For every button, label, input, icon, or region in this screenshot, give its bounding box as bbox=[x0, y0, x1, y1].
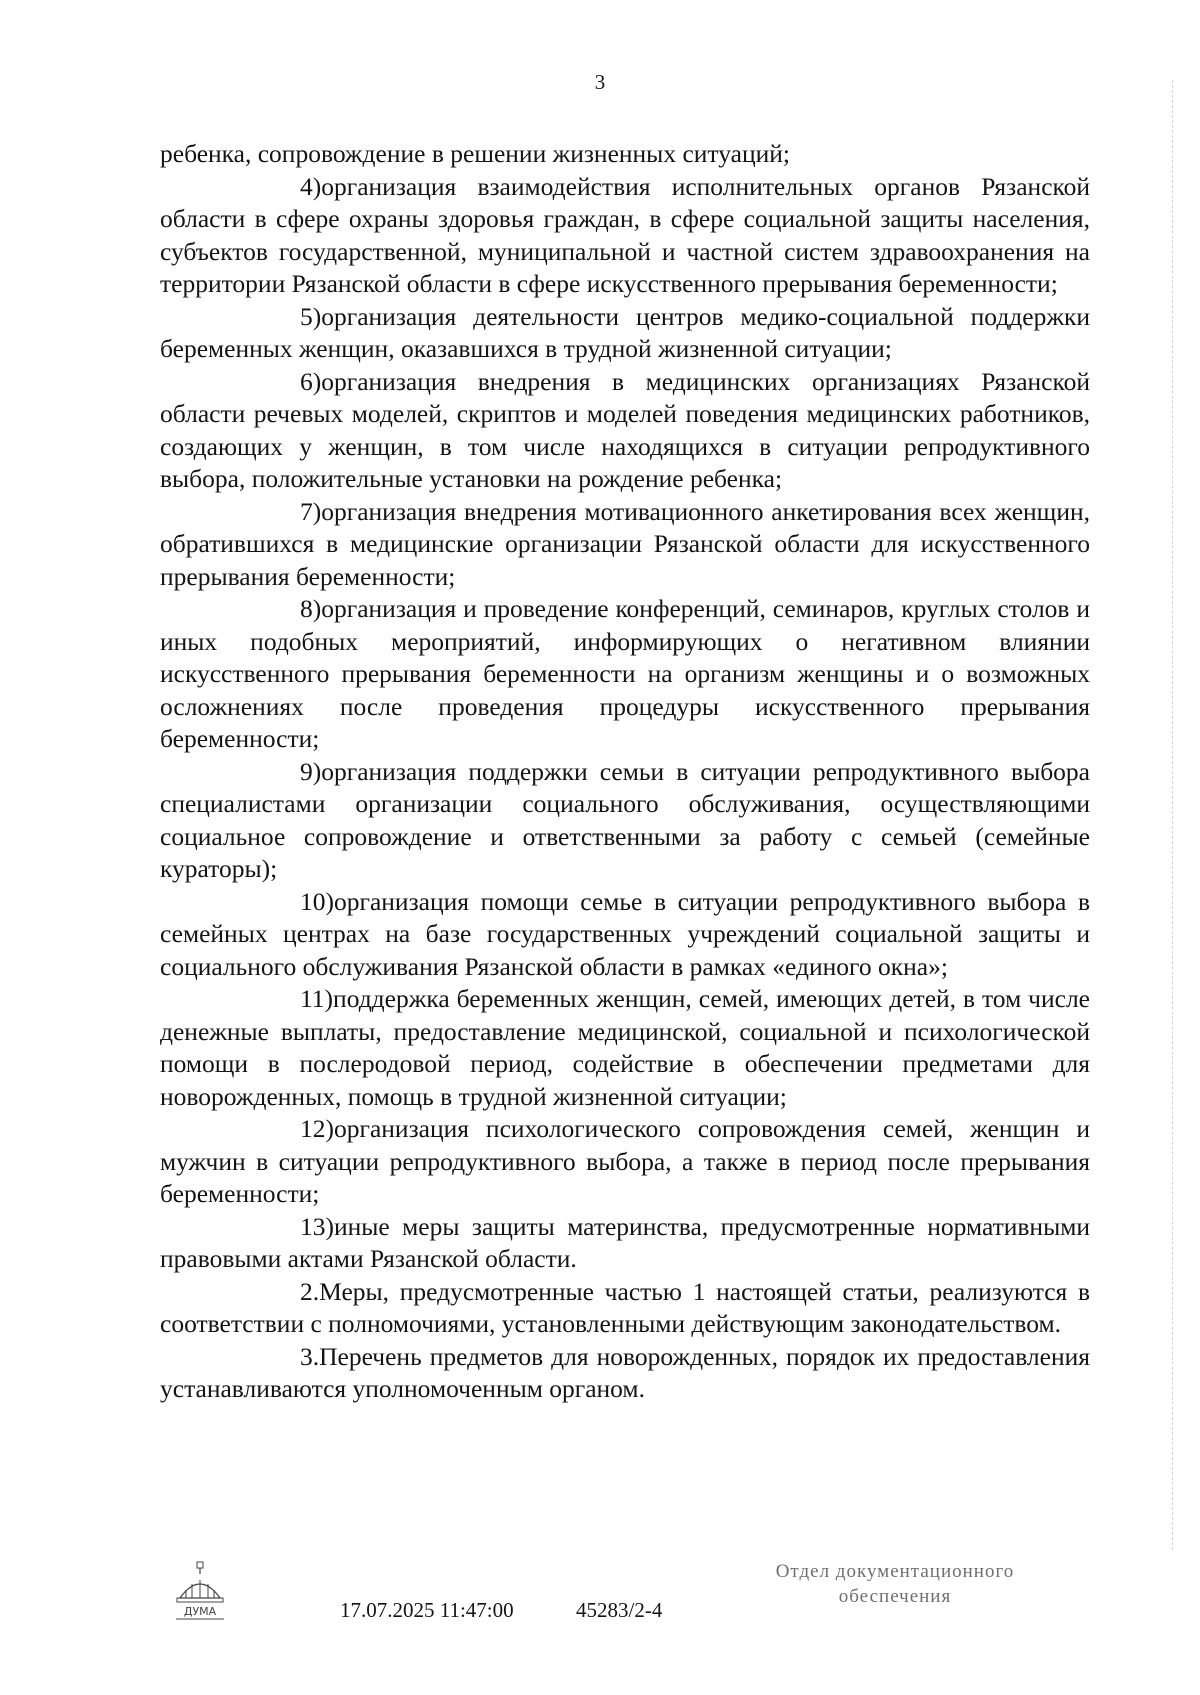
section-part-3 bbox=[160, 1341, 1090, 1406]
item-number: 2. bbox=[300, 1276, 320, 1306]
list-item-7 bbox=[160, 496, 1090, 594]
paragraph-continuation bbox=[160, 138, 1090, 171]
department-stamp bbox=[740, 1559, 1050, 1609]
list-item-5 bbox=[160, 301, 1090, 366]
item-number: 11) bbox=[300, 984, 334, 1013]
item-text: поддержка беременных женщин, семей, имеющих детей, в том числе денежные выплаты, предоставление медицинской, социальной и психологической помощи в послеродовой период, содействие в обеспечении предметами для новорожденных, помощь в трудной жизненной ситуации; bbox=[160, 984, 1090, 1111]
item-text: организация внедрения мотивационного анкетирования всех женщин, обратившихся в медицинские организации Рязанской области для искусственного прерывания беременности; bbox=[160, 496, 1090, 591]
item-text: организация внедрения в медицинских организациях Рязанской области речевых моделей, скриптов и моделей поведения медицинских работников, создающих у женщин, в том числе находящихся в ситуации репродуктивного выбора, положительные установки на рождение ребенка; bbox=[160, 366, 1090, 493]
stamp-line-2: обеспечения bbox=[838, 1586, 952, 1607]
item-number: 13) bbox=[300, 1211, 334, 1241]
stamp-line-1: Отдел документационного bbox=[775, 1561, 1015, 1582]
list-item-12 bbox=[160, 1113, 1090, 1211]
item-text: организация помощи семье в ситуации репродуктивного выбора в семейных центрах на базе государственных учреждений социальной защиты и социального обслуживания Рязанской области в рамках «единого окна»; bbox=[160, 886, 1090, 981]
item-number: 7) bbox=[300, 496, 322, 526]
item-text: иные меры защиты материнства, предусмотренные нормативными правовыми актами Рязанской области. bbox=[160, 1211, 1090, 1273]
item-text: организация и проведение конференций, семинаров, круглых столов и иных подобных мероприятий, информирующих о негативном влиянии искусственного прерывания беременности на организм женщины и о возможных осложнениях после проведения процедуры искусственного прерывания беременности; bbox=[160, 594, 1090, 753]
item-text: Меры, предусмотренные частью 1 настоящей статьи, реализуются в соответствии с полномочиями, установленными действующим законодательством. bbox=[160, 1276, 1090, 1338]
list-item-6 bbox=[160, 366, 1090, 496]
item-number: 10) bbox=[300, 886, 334, 916]
list-item-13 bbox=[160, 1211, 1090, 1276]
item-text: Перечень предметов для новорожденных, порядок их предоставления устанавливаются уполномоченным органом. bbox=[160, 1341, 1090, 1403]
item-number: 9) bbox=[300, 756, 322, 786]
registration-datetime: 17.07.2025 11:47:00 bbox=[340, 1598, 514, 1622]
list-item-11 bbox=[160, 983, 1090, 1113]
list-item-4 bbox=[160, 171, 1090, 301]
logo-text: ДУМА bbox=[183, 1605, 217, 1618]
scan-edge-line bbox=[1172, 80, 1173, 1550]
item-text: организация деятельности центров медико-социальной поддержки беременных женщин, оказавшихся в трудной жизненной ситуации; bbox=[160, 301, 1090, 363]
item-number: 12) bbox=[300, 1114, 334, 1143]
paragraph-text: ребенка, сопровождение в решении жизненных ситуаций; bbox=[160, 139, 790, 168]
list-item-8 bbox=[160, 593, 1090, 756]
document-body bbox=[160, 138, 1090, 1406]
item-number: 6) bbox=[300, 366, 322, 396]
page-number: 3 bbox=[594, 70, 606, 94]
item-number: 3. bbox=[300, 1341, 320, 1371]
registration-number: 45283/2-4 bbox=[576, 1598, 663, 1622]
item-text: организация поддержки семьи в ситуации репродуктивного выбора специалистами организации социального обслуживания, осуществляющими социальное сопровождение и ответственными за работу с семьей (семейные кураторы); bbox=[160, 756, 1090, 883]
item-number: 8) bbox=[300, 594, 322, 623]
duma-logo bbox=[172, 1560, 228, 1624]
list-item-10 bbox=[160, 886, 1090, 984]
section-part-2 bbox=[160, 1276, 1090, 1341]
item-number: 4) bbox=[300, 171, 322, 201]
list-item-9 bbox=[160, 756, 1090, 886]
item-number: 5) bbox=[300, 301, 322, 331]
item-text: организация взаимодействия исполнительных органов Рязанской области в сфере охраны здоровья граждан, в сфере социальной защиты населения, субъектов государственной, муниципальной и частной систем здравоохранения на территории Рязанской области в сфере искусственного прерывания беременности; bbox=[160, 171, 1090, 298]
item-text: организация психологического сопровождения семей, женщин и мужчин в ситуации репродуктивного выбора, а также в период после прерывания беременности; bbox=[160, 1114, 1090, 1208]
